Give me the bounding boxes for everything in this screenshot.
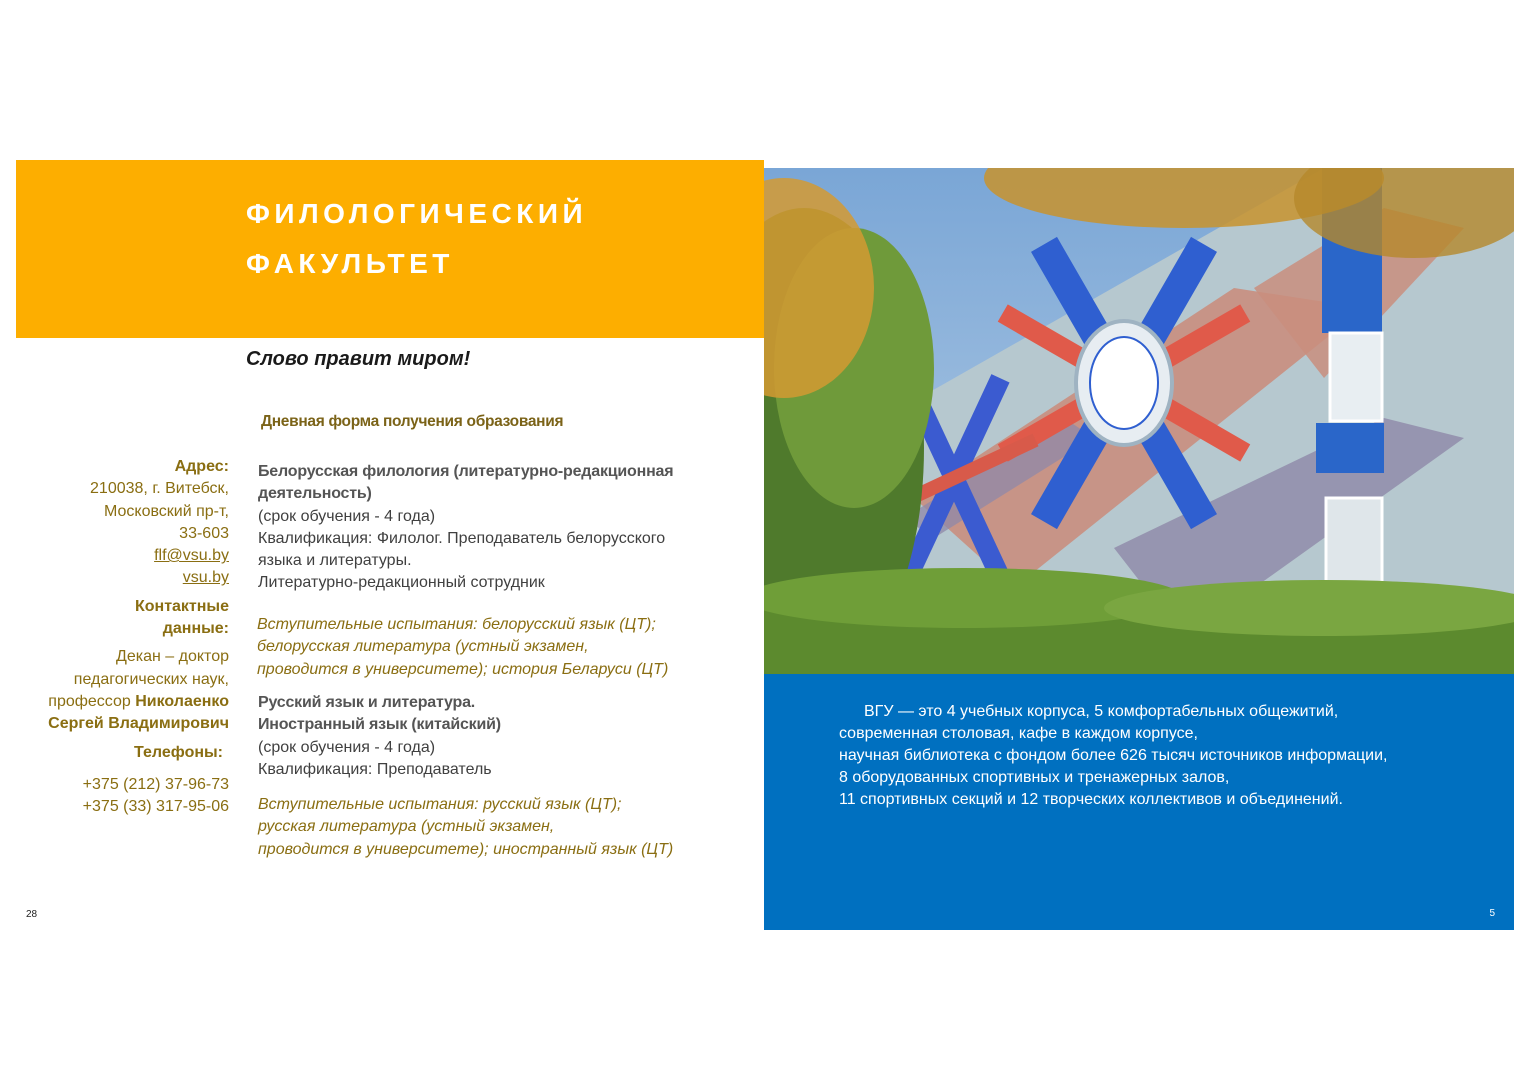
university-building-photo [764,168,1514,674]
program-duration: (срок обучения - 4 года) [258,738,436,756]
university-info-panel [764,674,1514,930]
email-link[interactable]: flf@vsu.by [154,547,229,565]
program-qualification: Квалификация: Филолог. Преподаватель белорусского [258,529,666,547]
info-line: ВГУ — это 4 учебных корпуса, 5 комфортабельных общежитий, [864,703,1339,720]
program-title: деятельность) [258,485,372,503]
contact-column [20,456,229,818]
exam-line: проводится в университете); иностранный язык (ЦТ) [258,840,674,858]
phone-number: +375 (212) 37-96-73 [82,775,229,793]
education-form-heading: Дневная форма получения образования [261,413,564,430]
university-info-text [839,701,1499,811]
page-number-left: 28 [26,909,38,920]
program-title: Белорусская филология (литературно-редакционная [258,463,674,480]
building-photo-illustration [764,168,1514,674]
program-exams [257,614,717,681]
address-line: Московский пр-т, [103,502,229,520]
program-title: Иностранный язык (китайский) [258,716,501,734]
program-qualification: Литературно-редакционный сотрудник [258,574,545,592]
exam-line: белорусская литература (устный экзамен, [257,638,589,656]
program-title: Русский язык и литература. [258,694,476,711]
exam-line: русская литература (устный экзамен, [258,818,555,836]
dean-surname: Николаенко [135,692,229,710]
program-qualification: языка и литературы. [258,552,412,570]
faculty-header-band [16,160,764,338]
program-block [258,692,718,781]
faculty-title-line-2: ФАКУЛЬТЕТ [246,248,454,279]
address-label: Адрес: [174,458,229,475]
dean-line: педагогических наук, [73,670,229,688]
website-link[interactable]: vsu.by [182,569,229,587]
phones-label: Телефоны: [134,743,223,761]
program-exams [258,794,718,861]
program-duration: (срок обучения - 4 года) [258,507,436,525]
faculty-slogan: Слово правит миром! [246,348,471,370]
address-line: 210038, г. Витебск, [90,480,229,498]
dean-line [20,691,229,713]
dean-name: Сергей Владимирович [48,715,229,733]
phone-number: +375 (33) 317-95-06 [82,798,229,816]
program-block [258,461,718,595]
program-qualification: Квалификация: Преподаватель [258,760,492,778]
address-line: 33-603 [179,524,229,542]
contact-label: данные: [162,620,229,638]
info-line: современная столовая, кафе в каждом корпусе, [839,725,1198,742]
exam-line: Вступительные испытания: белорусский язык (ЦТ); [257,616,656,633]
contact-label: Контактные [134,597,229,615]
exam-line: проводится в университете); история Беларуси (ЦТ) [257,660,669,678]
dean-title: профессор [48,692,136,710]
dean-line: Декан – доктор [116,648,229,666]
page-number-right: 5 [1489,908,1495,919]
exam-line: Вступительные испытания: русский язык (ЦТ); [258,796,622,813]
info-line: 11 спортивных секций и 12 творческих коллективов и объединений. [839,791,1343,808]
faculty-title-line-1: ФИЛОЛОГИЧЕСКИЙ [246,198,588,229]
info-line: 8 оборудованных спортивных и тренажерных залов, [839,769,1230,786]
info-line: научная библиотека с фондом более 626 тысяч источников информации, [839,747,1388,764]
